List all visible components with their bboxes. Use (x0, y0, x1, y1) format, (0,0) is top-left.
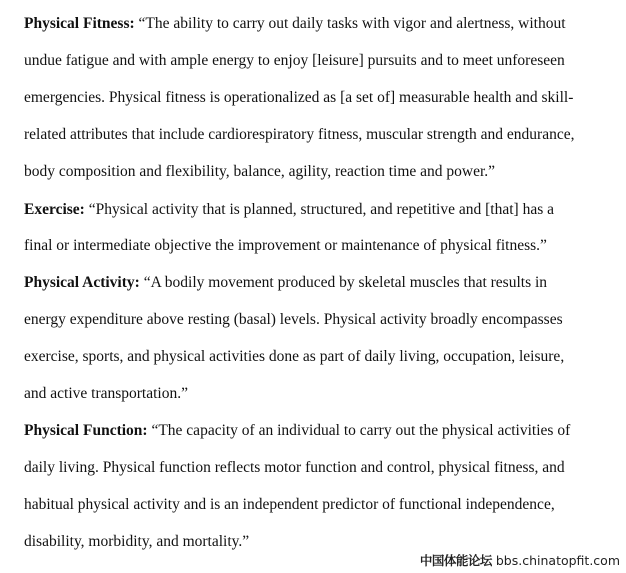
definition-line: habitual physical activity and is an independent predictor of functional independence, (24, 496, 555, 513)
definition-text: “The capacity of an individual to carry out the physical activities of (147, 422, 571, 439)
definition-line: undue fatigue and with ample energy to enjoy [leisure] pursuits and to meet unforeseen (24, 52, 565, 69)
definition-line: final or intermediate objective the improvement or maintenance of physical fitness.” (24, 237, 547, 254)
definition-line: body composition and flexibility, balance, agility, reaction time and power.” (24, 163, 496, 180)
definition-line (24, 14, 566, 34)
definition-text: “The ability to carry out daily tasks with vigor and alertness, without (134, 15, 566, 32)
definition-term: Exercise: (24, 201, 85, 218)
definition-line: daily living. Physical function reflects motor function and control, physical fitness, and (24, 459, 565, 476)
definition-line: disability, morbidity, and mortality.” (24, 533, 250, 550)
definition-term: Physical Function: (24, 422, 148, 439)
watermark-url: bbs.chinatopfit.com (495, 553, 620, 568)
definition-line (24, 421, 570, 441)
definition-term: Physical Activity: (24, 274, 140, 291)
definition-line: related attributes that include cardiorespiratory fitness, muscular strength and endurance, (24, 126, 575, 143)
definition-line: and active transportation.” (24, 385, 188, 402)
definition-text: “Physical activity that is planned, structured, and repetitive and [that] has a (84, 201, 554, 218)
definition-text: “A bodily movement produced by skeletal muscles that results in (139, 274, 548, 291)
definition-line: energy expenditure above resting (basal) levels. Physical activity broadly encompasses (24, 311, 563, 328)
definition-line: emergencies. Physical fitness is operationalized as [a set of] measurable health and skill- (24, 89, 574, 106)
definition-term: Physical Fitness: (24, 15, 135, 32)
watermark (420, 551, 620, 569)
definition-line (24, 273, 547, 293)
watermark-site-name: 中国体能论坛 (419, 553, 492, 568)
definition-line (24, 200, 554, 220)
definition-line: exercise, sports, and physical activities done as part of daily living, occupation, leisure, (24, 348, 565, 365)
